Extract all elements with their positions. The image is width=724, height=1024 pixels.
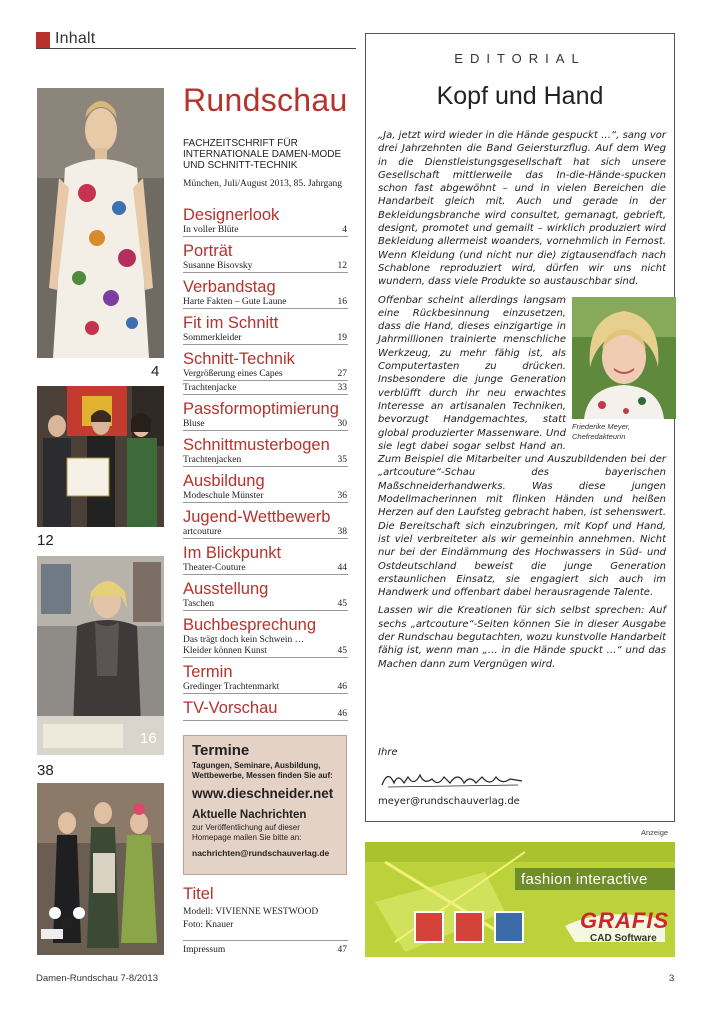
toc-row-text: Taschen	[183, 599, 214, 609]
toc-heading: Buchbesprechung	[183, 616, 317, 634]
ad-label: Anzeige	[641, 828, 669, 837]
toc-row	[183, 682, 348, 693]
toc-heading: Termin	[183, 663, 233, 681]
header-rule	[36, 48, 356, 49]
photo-page-number: 12	[37, 532, 54, 549]
titel-model: Modell: VIVIENNE WESTWOOD	[183, 907, 319, 917]
toc-entry[interactable]	[183, 436, 348, 467]
news-description: zur Veröffentlichung auf dieser Homepage mailen Sie bitte an:	[192, 823, 302, 842]
termine-description: Tagungen, Seminare, Ausbildung, Wettbewerbe, Messen finden Sie auf:	[192, 761, 333, 780]
editorial-paragraph-1: „Ja, jetzt wird wieder in die Hände gespuckt …“, sang vor drei Jahrzehnten die Band Geiersturzflug. Auf dem Weg in die Dienstleistungsgesellschaft hat sich unsere Gesellschaft mittlerweile das In-die-Hände-spucken schon fast abgewöhnt – und in vielen Bereichen die Handarbeit gleich mit. Auch und gerade in der Bekleidungsbranche wird consultet, gemanagt, gebrieft, designt, promotet und gemailt – wirklich produziert wird Bekleidung allermeist woanders, vornehmlich in Fernost. Wenn Kleidung (und nicht nur die) zigtausendfach nach Schablone reproduziert wird, dürfen wir uns nicht wundern, dass viele Produkte so austauschbar sind.	[378, 130, 666, 288]
toc-heading: Fit im Schnitt	[183, 314, 279, 332]
news-email-link[interactable]: nachrichten@rundschauverlag.de	[192, 848, 330, 858]
photo-page-number: 4	[151, 363, 160, 380]
toc-heading: Passformoptimierung	[183, 400, 339, 418]
footer-page-number: 3	[669, 973, 675, 984]
toc-entry[interactable]	[183, 314, 348, 345]
toc-entry[interactable]	[183, 699, 348, 721]
toc-page-number: 46	[337, 709, 347, 719]
toc-row-text: Theater-Couture	[183, 563, 246, 573]
toc-heading: Schnittmusterbogen	[183, 436, 330, 454]
toc-row	[183, 527, 348, 538]
photo-page-number: 16	[140, 730, 157, 747]
editor-photo	[572, 297, 676, 419]
magazine-subtitle: FACHZEITSCHRIFT FÜR INTERNATIONALE DAMEN-MODE UND SCHNITT-TECHNIK	[183, 138, 342, 171]
editorial-closing: Ihre	[378, 747, 398, 758]
toc-row	[183, 225, 348, 236]
toc-heading: Im Blickpunkt	[183, 544, 282, 562]
ad-brand-subtitle: CAD Software	[590, 933, 657, 944]
toc-page-number: 30	[337, 419, 347, 429]
section-marker	[36, 32, 50, 48]
toc-row-text: Sommerkleider	[183, 333, 242, 343]
toc-row	[183, 261, 348, 272]
news-title: Aktuelle Nachrichten	[192, 809, 307, 821]
toc-row-text: Das trägt doch kein Schwein … Kleider können Kunst	[183, 635, 305, 656]
toc-entry[interactable]	[183, 508, 348, 539]
toc-row	[183, 599, 348, 610]
toc-row	[183, 419, 348, 430]
toc-row-text: Susanne Bisovsky	[183, 261, 253, 271]
editorial-box	[365, 33, 675, 822]
toc-row	[183, 380, 348, 394]
footer-publication: Damen-Rundschau 7-8/2013	[36, 973, 158, 984]
toc-page-number: 12	[337, 261, 347, 271]
magazine-title: Rundschau	[183, 82, 348, 118]
editor-portrait	[572, 297, 676, 447]
editorial-paragraph-2: Offenbar scheint allerdings langsam eine Rückbesinnung einzusetzen, dass die Hand, dieses einzigartige in Jahrmillionen trainierte menschliche Werkzeug, zu mehr fähig ist, als Computertasten zu drücken. Insbesondere die junge Generation verblüfft durch ihr neu erwachtes Interesse an artisanalen Techniken, bevorzugt Handgemachtes, statt global produzierter Massenware. Und sie legt dabei sogar selbst Hand an. Zum Beispiel die Mitarbeiter und Auszubildenden bei der „artcouture“-Schau des bayerischen Maßschneiderhandwerks. Was diese jungen Modellmacherinnen mit flinken Händen und heißen Herzen auf den Laufsteg gebracht haben, ist sehenswert. Die Bereitschaft sich einzubringen, mit Kopf und Hand, ist viel verbreiteter als wir gemeinhin annehmen. Nicht nur bei der Eindämmung des Hochwassers in Süd- und Ostdeutschland beweist die junge Generation erstaunlichen Einsatz, sie engagiert sich auch im Handwerk und offenbart dabei herausragende Talente.	[378, 294, 666, 599]
toc-heading: Porträt	[183, 242, 233, 260]
toc-row-text: Modeschule Münster	[183, 491, 264, 501]
toc-page-number: 45	[337, 599, 347, 609]
editorial-kicker: EDITORIAL	[454, 51, 586, 66]
impressum-label: Impressum	[183, 945, 226, 955]
toc-entry[interactable]	[183, 278, 348, 309]
toc-page-number: 27	[337, 369, 347, 379]
photo-page-number: 38	[37, 762, 54, 779]
photo-artcouture	[37, 783, 164, 955]
editor-caption: Friederike Meyer, Chefredakteurin	[572, 422, 630, 441]
toc-page-number: 35	[337, 455, 347, 465]
editor-email-link[interactable]: meyer@rundschauverlag.de	[378, 796, 520, 807]
toc-page-number: 45	[337, 646, 347, 656]
toc-heading: Designerlook	[183, 206, 280, 224]
toc-page-number: 38	[337, 527, 347, 537]
toc-row-text: Trachtenjacke	[183, 383, 237, 393]
toc-row	[183, 491, 348, 502]
toc-page-number: 16	[337, 297, 347, 307]
toc-row	[183, 297, 348, 308]
ad-brand-logo: GRAFIS	[580, 908, 670, 933]
editorial-title: Kopf und Hand	[436, 82, 604, 110]
editor-signature	[378, 765, 528, 793]
toc-entry[interactable]	[183, 242, 348, 273]
advertisement-banner[interactable]	[365, 842, 675, 957]
toc-row	[183, 333, 348, 344]
toc-row-text: Vergrößerung eines Capes	[183, 369, 283, 379]
toc-heading: Ausbildung	[183, 472, 265, 490]
toc-page-number: 4	[342, 225, 347, 235]
toc-page-number: 44	[337, 563, 347, 573]
toc-row-text: Trachtenjacken	[183, 455, 242, 465]
toc-heading: TV-Vorschau	[183, 699, 278, 717]
photo-verbandstag	[37, 556, 164, 755]
section-label: Inhalt	[55, 30, 96, 47]
toc-row-text: In voller Blüte	[183, 225, 239, 235]
editorial-body	[378, 129, 666, 676]
toc-row-text: Gredinger Trachtenmarkt	[183, 682, 280, 692]
photo-portrait-ceremony	[37, 386, 164, 527]
toc-row	[183, 709, 348, 720]
toc-heading: Verbandstag	[183, 278, 276, 296]
toc-entry[interactable]	[183, 472, 348, 503]
toc-page-number: 36	[337, 491, 347, 501]
toc-entry[interactable]	[183, 616, 348, 658]
toc-row-text: Harte Fakten – Gute Laune	[183, 297, 287, 307]
titel-heading: Titel	[183, 885, 214, 903]
toc-row	[183, 563, 348, 574]
impressum-row[interactable]	[183, 940, 348, 955]
toc-row-text: artcouture	[183, 527, 222, 537]
issue-date: München, Juli/August 2013, 85. Jahrgang	[183, 179, 342, 189]
ad-headline: fashion interactive	[521, 871, 648, 888]
toc-entry[interactable]	[183, 206, 348, 237]
termine-url-link[interactable]: www.dieschneider.net	[192, 786, 334, 801]
toc-page-number: 33	[337, 383, 347, 393]
titel-foto: Foto: Knauer	[183, 920, 234, 930]
toc-row	[183, 369, 348, 380]
toc-heading: Schnitt-Technik	[183, 350, 295, 368]
termine-title: Termine	[192, 742, 250, 759]
toc-entry[interactable]	[183, 663, 348, 694]
toc-heading: Ausstellung	[183, 580, 269, 598]
toc-row-text: Bluse	[183, 419, 205, 429]
toc-row	[183, 455, 348, 466]
table-of-contents	[183, 206, 348, 726]
cover-photo-designerlook	[37, 88, 164, 358]
editorial-paragraph-3: Lassen wir die Kreationen für sich selbst sprechen: Auf sechs „artcouture“-Seiten können Sie in dieser Ausgabe der Rundschau begutachten, wozu kunstvolle Handarbeit fähig ist, wenn man „… in die Hände spuckt …“ und das Machen dann zum Vergnügen wird.	[378, 605, 666, 670]
termine-box	[183, 735, 347, 875]
toc-entry[interactable]	[183, 400, 348, 431]
toc-heading: Jugend-Wettbewerb	[183, 508, 331, 526]
toc-page-number: 46	[337, 682, 347, 692]
impressum-page: 47	[337, 945, 347, 955]
toc-entry[interactable]	[183, 350, 348, 395]
toc-page-number: 19	[337, 333, 347, 343]
toc-entry[interactable]	[183, 544, 348, 575]
toc-row	[183, 635, 348, 657]
toc-entry[interactable]	[183, 580, 348, 611]
